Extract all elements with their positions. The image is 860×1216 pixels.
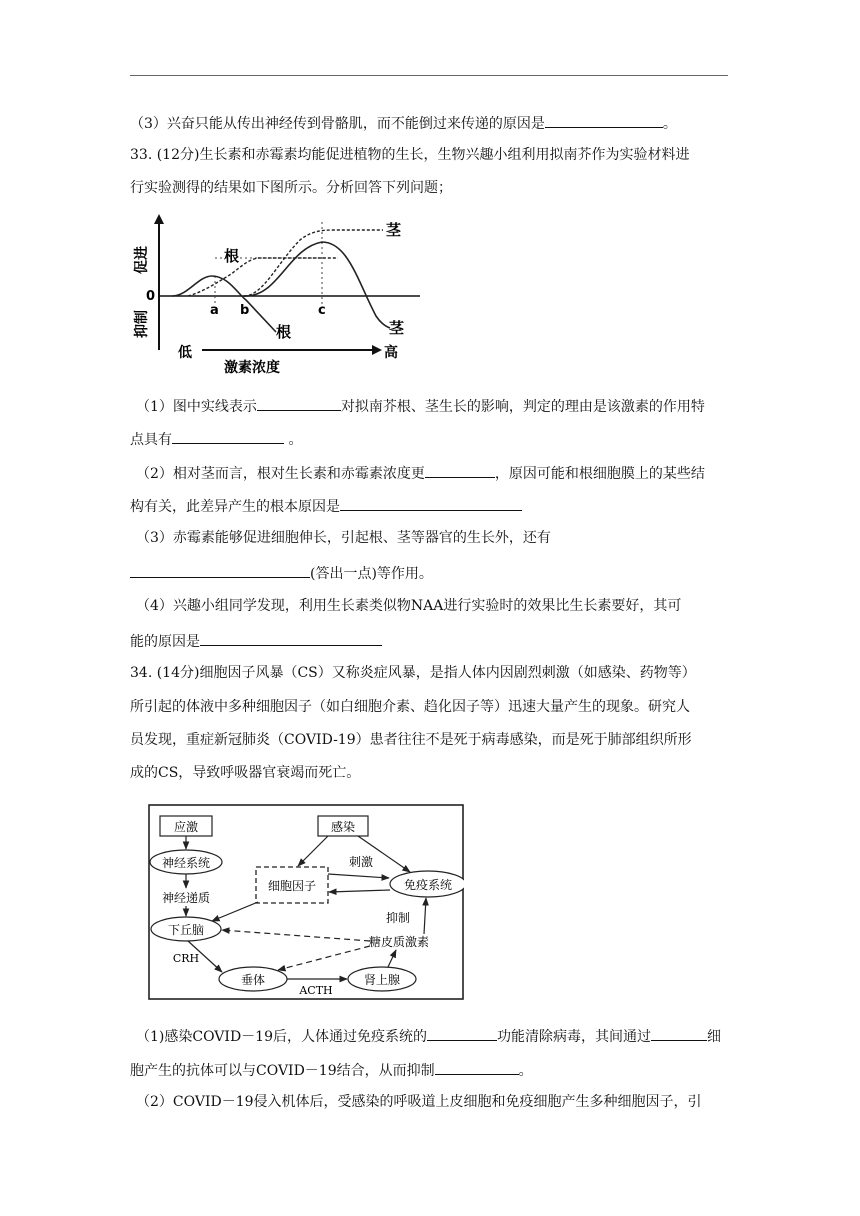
y-axis-arrow [154, 214, 164, 224]
hypothalamus-label: 下丘脑 [167, 923, 205, 937]
q34-stem-line2: 所引起的体液中多种细胞因子（如白细胞介素、趋化因子等）迅速大量产生的现象。研究人 [130, 699, 690, 715]
answer-blank[interactable] [435, 1059, 519, 1075]
cytokine-storm-diagram [148, 804, 464, 1000]
label-stem-solid: 茎 [389, 319, 405, 337]
ylabel-promote: 促进 [134, 246, 150, 274]
label-root-solid: 根 [276, 323, 292, 341]
series-stem-solid [244, 242, 390, 328]
q33-stem-line2: 行实验测得的结果如下图所示。分析回答下列问题； [130, 180, 452, 196]
answer-blank[interactable] [545, 112, 663, 128]
stimulate-label: 刺激 [348, 855, 374, 869]
q34-sub2-line1: （2）COVID－19侵入机体后，受感染的呼吸道上皮细胞和免疫细胞产生多种细胞因子，引 [136, 1094, 702, 1110]
x-low-label: 低 [178, 345, 192, 361]
q33-sub2-line2: 构有关，此差异产生的根本原因是 [130, 495, 522, 517]
x-high-label: 高 [384, 345, 398, 361]
hormone-concentration-chart [128, 212, 428, 378]
series-root-solid [172, 276, 276, 332]
ylabel-inhibit: 抑制 [134, 310, 150, 338]
crh-label: CRH [172, 952, 200, 965]
q33-sub1-line2: 点具有 。 [130, 428, 302, 450]
answer-blank[interactable] [651, 1025, 707, 1041]
q33-sub3-line2: (答出一点)等作用。 [130, 562, 433, 584]
answer-blank[interactable] [200, 630, 382, 646]
inhibit-label: 抑制 [385, 911, 411, 925]
neurotransmitter-label: 神经递质 [161, 891, 211, 905]
cytokine-label: 细胞因子 [267, 879, 317, 893]
q33-sub2-line1: （2）相对茎而言，根对生长素和赤霉素浓度更 ，原因可能和根细胞膜上的某些结 [136, 462, 705, 484]
acth-label: ACTH [299, 984, 333, 997]
q33-sub3-line1: （3）赤霉素能够促进细胞伸长，引起根、茎等器官的生长外，还有 [136, 530, 551, 546]
q34-sub1-line2: 胞产生的抗体可以与COVID－19结合，从而抑制 。 [130, 1059, 533, 1081]
zero-label: 0 [146, 289, 156, 304]
header-rule [130, 75, 728, 76]
x-axis-arrow [372, 345, 382, 355]
answer-blank[interactable] [130, 562, 310, 578]
q34-stem-line4: 成的CS，导致呼吸器官衰竭而死亡。 [130, 765, 361, 781]
q33-stem-line1: 33. (12分)生长素和赤霉素均能促进植物的生长，生物兴趣小组利用拟南芥作为实验材料进 [130, 147, 690, 163]
immune-system-label: 免疫系统 [403, 878, 453, 892]
q33-sub4-line2: 能的原因是 [130, 630, 382, 652]
answer-blank[interactable] [340, 495, 522, 511]
label-root-dashed: 根 [224, 247, 240, 265]
answer-blank[interactable] [172, 428, 284, 444]
tick-b: b [240, 303, 250, 318]
answer-blank[interactable] [427, 1025, 497, 1041]
q34-sub1-line1: （1)感染COVID－19后，人体通过免疫系统的 功能清除病毒，其间通过 细 [136, 1025, 721, 1047]
infection-label: 感染 [330, 820, 356, 834]
xlabel: 激素浓度 [224, 360, 280, 376]
tick-a: a [210, 303, 219, 318]
label-stem-dashed: 茎 [386, 221, 402, 239]
q33-sub4-line1: （4）兴趣小组同学发现，利用生长素类似物NAA进行实验时的效果比生长素要好，其可 [136, 598, 682, 614]
stress-label: 应激 [173, 820, 199, 834]
nervous-system-label: 神经系统 [161, 856, 211, 870]
pituitary-label: 垂体 [240, 973, 266, 987]
q34-stem-line3: 员发现，重症新冠肺炎（COVID-19）患者往往不是死于病毒感染，而是死于肺部组织所形 [130, 732, 692, 748]
q33-sub1-line1: （1）图中实线表示 对拟南芥根、茎生长的影响，判定的理由是该激素的作用特 [136, 395, 705, 417]
answer-blank[interactable] [257, 395, 341, 411]
glucocorticoid-label: 糖皮质激素 [368, 935, 430, 949]
answer-blank[interactable] [425, 462, 495, 478]
q34-stem-line1: 34. (14分)细胞因子风暴（CS）又称炎症风暴，是指人体内因剧烈刺激（如感染、药物等） [130, 665, 696, 681]
tick-c: c [318, 303, 326, 318]
q32-3-line: （3）兴奋只能从传出神经传到骨骼肌，而不能倒过来传递的原因是 。 [130, 112, 677, 134]
adrenal-label: 肾上腺 [363, 973, 401, 987]
